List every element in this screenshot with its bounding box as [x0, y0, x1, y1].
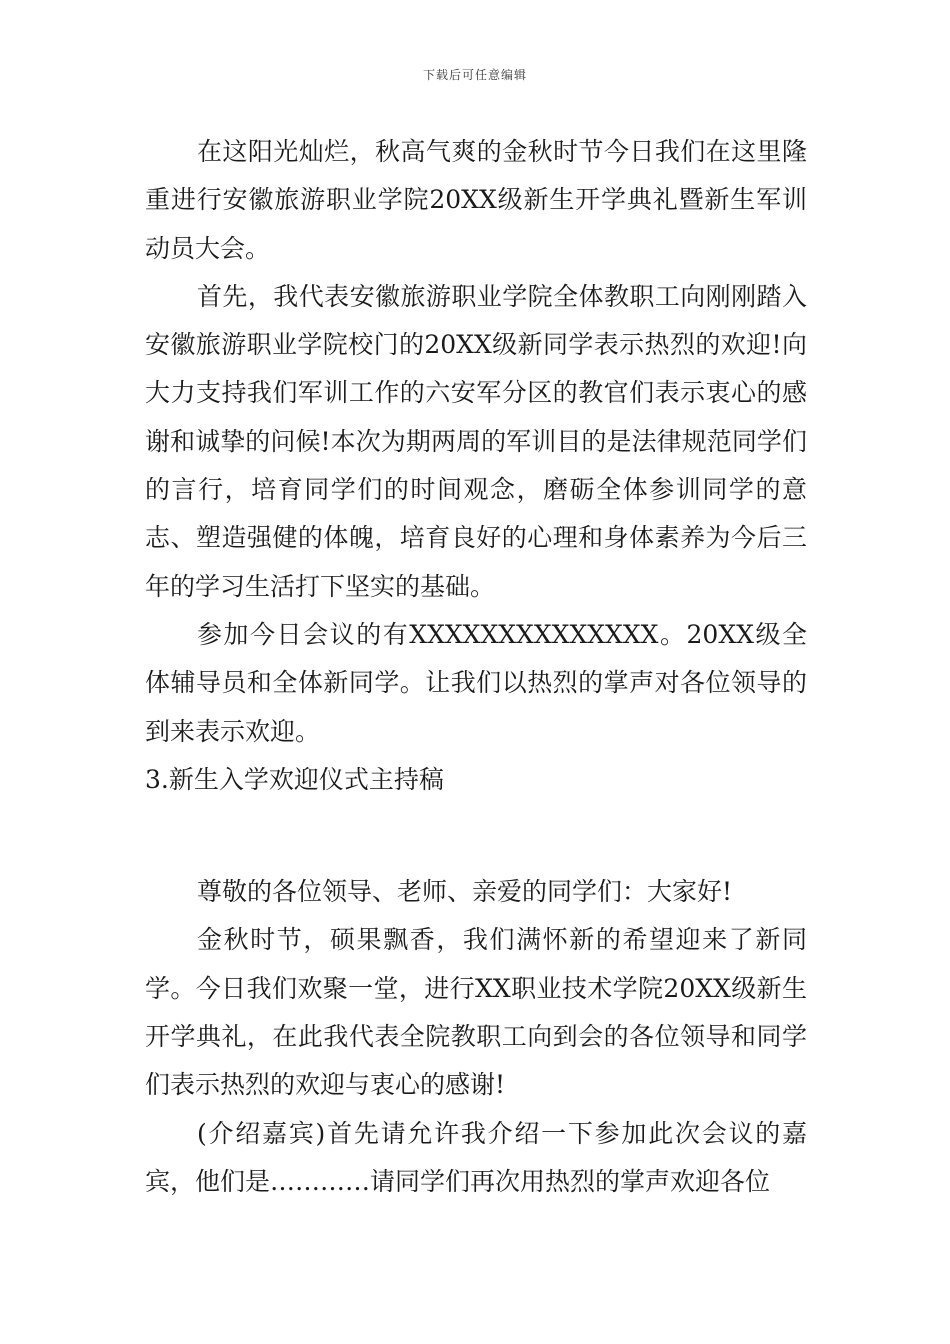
paragraph-attendees: 参加今日会议的有XXXXXXXXXXXXXX。20XX级全体辅导员和全体新同学。让我们以热烈的掌声对各位领导的到来表示欢迎。: [145, 619, 807, 746]
paragraph-guests: (介绍嘉宾)首先请允许我介绍一下参加此次会议的嘉宾，他们是…………请同学们再次用热烈的掌声欢迎各位: [145, 1118, 807, 1196]
paragraph-autumn: 金秋时节，硕果飘香，我们满怀新的希望迎来了新同学。今日我们欢聚一堂，进行XX职业技术学院20XX级新生开学典礼，在此我代表全院教职工向到会的各位领导和同学们表示热烈的欢迎与衷心的感谢!: [145, 925, 807, 1100]
paragraph-welcome: 首先，我代表安徽旅游职业学院全体教职工向刚刚踏入安徽旅游职业学院校门的20XX级新同学表示热烈的欢迎!向大力支持我们军训工作的六安军分区的教官们表示衷心的感谢和诚挚的问候!本次为期两周的军训目的是法律规范同学们的言行，培育同学们的时间观念，磨砺全体参训同学的意志、塑造强健的体魄，培育良好的心理和身体素养为今后三年的学习生活打下坚实的基础。: [145, 281, 807, 601]
section-spacer: [145, 804, 807, 868]
document-body: [145, 128, 807, 1206]
header-note: 下载后可任意编辑: [422, 68, 527, 82]
paragraph-opening: 在这阳光灿烂，秋高气爽的金秋时节今日我们在这里隆重进行安徽旅游职业学院20XX级新生开学典礼暨新生军训动员大会。: [145, 137, 807, 263]
section-heading: 3.新生入学欢迎仪式主持稿: [145, 764, 444, 794]
paragraph-greeting: 尊敬的各位领导、老师、亲爱的同学们：大家好!: [197, 877, 733, 907]
